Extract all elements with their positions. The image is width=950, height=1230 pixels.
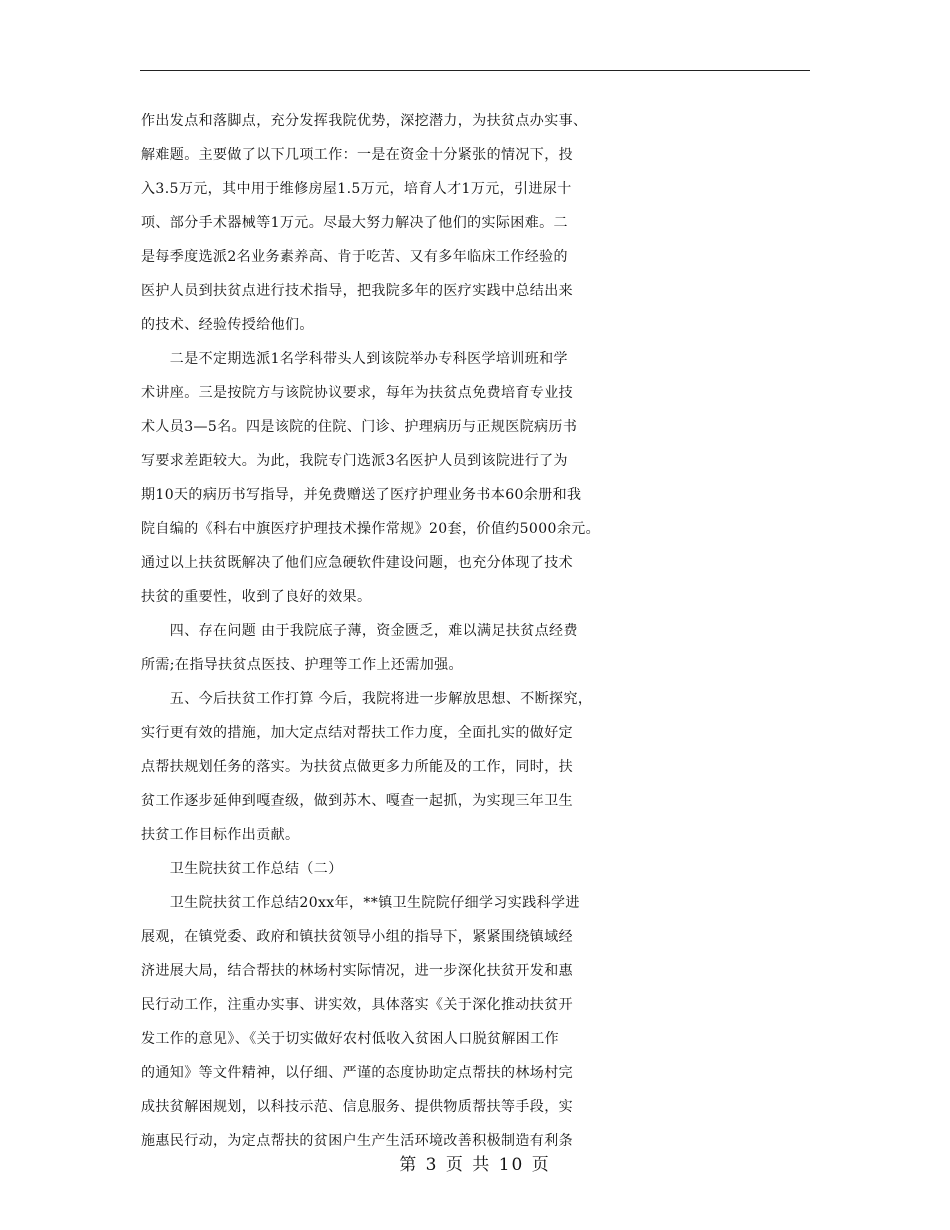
text-line: 五、今后扶贫工作打算 今后，我院将进一步解放思想、不断探究， [141,691,593,707]
header-rule [140,70,810,71]
text-line: 实行更有效的措施，加大定点结对帮扶工作力度，全面扎实的做好定 [141,725,573,741]
text-line: 院自编的《科右中旗医疗护理技术操作常规》20套，价值约5000余元。 [141,521,601,537]
text-line: 作出发点和落脚点，充分发挥我院优势，深挖潜力，为扶贫点办实事、 [141,113,588,129]
text-line: 展观，在镇党委、政府和镇扶贫领导小组的指导下，紧紧围绕镇域经 [141,929,573,945]
text-line: 的技术、经验传授给他们。 [141,317,314,333]
text-line: 民行动工作，注重办实事、讲实效，具体落实《关于深化推动扶贫开 [141,997,573,1013]
text-line: 通过以上扶贫既解决了他们应急硬软件建设问题，也充分体现了技术 [141,555,573,571]
text-line: 施惠民行动，为定点帮扶的贫困户生产生活环境改善积极制造有利条 [141,1133,573,1149]
body-text [141,104,821,1158]
text-line: 医护人员到扶贫点进行技术指导，把我院多年的医疗实践中总结出来 [141,283,573,299]
page-number-footer: 第 3 页 共 10 页 [399,1155,551,1175]
text-line: 成扶贫解困规划，以科技示范、信息服务、提供物质帮扶等手段，实 [141,1099,573,1115]
text-line: 所需;在指导扶贫点医技、护理等工作上还需加强。 [141,657,463,673]
text-line: 四、存在问题 由于我院底子薄，资金匮乏，难以满足扶贫点经费 [141,623,578,639]
text-line: 入3.5万元，其中用于维修房屋1.5万元，培育人才1万元，引进尿十 [141,181,572,197]
text-line: 卫生院扶贫工作总结20xx年，**镇卫生院院仔细学习实践科学进 [141,895,580,911]
text-line: 是每季度选派2名业务素养高、肯于吃苦、又有多年临床工作经验的 [141,249,568,265]
text-line: 济进展大局，结合帮扶的林场村实际情况，进一步深化扶贫开发和惠 [141,963,573,979]
text-line: 期10天的病历书写指导，并免费赠送了医疗护理业务书本60余册和我 [141,487,582,503]
text-line: 贫工作逐步延伸到嘎查级，做到苏木、嘎查一起抓，为实现三年卫生 [141,793,573,809]
section-heading: 卫生院扶贫工作总结（二） [141,861,343,877]
text-line: 写要求差距较大。为此，我院专门选派3名医护人员到该院进行了为 [141,453,568,469]
text-line: 解难题。主要做了以下几项工作：一是在资金十分紧张的情况下，投 [141,147,573,163]
text-line: 点帮扶规划任务的落实。为扶贫点做更多力所能及的工作，同时，扶 [141,759,573,775]
text-line: 的通知》等文件精神，以仔细、严谨的态度协助定点帮扶的林场村完 [141,1065,573,1081]
text-line: 二是不定期选派1名学科带头人到该院举办专科医学培训班和学 [141,351,568,367]
text-line: 扶贫工作目标作出贡献。 [141,827,300,843]
text-line: 扶贫的重要性，收到了良好的效果。 [141,589,372,605]
text-line: 术人员3—5名。四是该院的住院、门诊、护理病历与正规医院病历书 [141,419,578,435]
text-line: 发工作的意见》、《关于切实做好农村低收入贫困人口脱贫解困工作 [141,1031,559,1047]
text-line: 项、部分手术器械等1万元。尽最大努力解决了他们的实际困难。二 [141,215,568,231]
text-line: 术讲座。三是按院方与该院协议要求，每年为扶贫点免费培育专业技 [141,385,573,401]
